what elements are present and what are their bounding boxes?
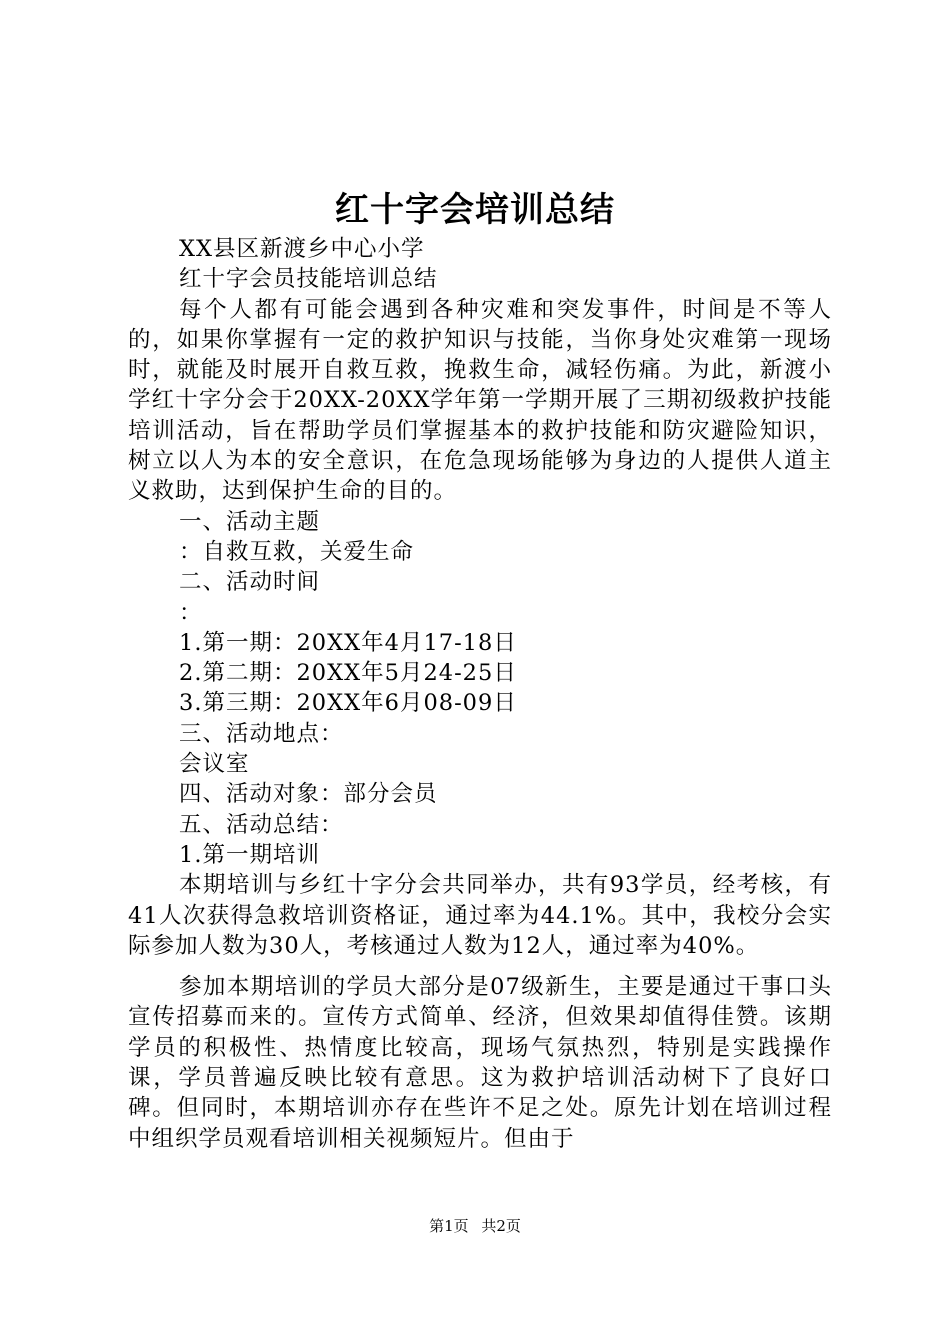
section1-content: ：自救互救，关爱生命 xyxy=(179,538,415,565)
section4-heading: 四、活动对象：部分会员 xyxy=(179,781,438,808)
section3-content: 会议室 xyxy=(179,751,250,778)
section2-colon: ： xyxy=(179,599,203,626)
section5-heading: 五、活动总结： xyxy=(179,811,344,838)
page-number: 第1页 xyxy=(429,1217,469,1235)
feedback-paragraph: 参加本期培训的学员大部分是07级新生，主要是通过干事口头宣传招募而来的。宣传方式简单、经济，但效果却值得佳赞。该期学员的积极性、热情度比较高，现场气氛热烈，特别是实践操作课，学员普遍反映比较有意思。这为救护培训活动树下了良好口碑。但同时，本期培训亦存在些许不足之处。原先计划在培训过程中组织学员观看培训相关视频短片。但由于 xyxy=(128,974,832,1152)
schedule-item: 2.第二期：20XX年5月24-25日 xyxy=(179,660,517,687)
stats-paragraph: 本期培训与乡红十字分会共同举办，共有93学员，经考核，有41人次获得急救培训资格证，通过率为44.1%。其中，我校分会实际参加人数为30人，考核通过人数为12人，通过率为40%。 xyxy=(128,872,832,959)
document-body xyxy=(128,234,832,1154)
document-subtitle: 红十字会员技能培训总结 xyxy=(179,266,438,293)
page-footer xyxy=(0,1214,950,1238)
section3-heading: 三、活动地点： xyxy=(179,720,344,747)
school-name: XX县区新渡乡中心小学 xyxy=(179,236,425,262)
subsection1-heading: 1.第一期培训 xyxy=(179,841,320,868)
section2-heading: 二、活动时间 xyxy=(179,569,321,596)
schedule-item: 3.第三期：20XX年6月08-09日 xyxy=(179,690,517,717)
schedule-item: 1.第一期：20XX年4月17-18日 xyxy=(179,629,517,656)
page-total: 共2页 xyxy=(481,1217,521,1235)
section1-heading: 一、活动主题 xyxy=(179,508,321,535)
document-title: 红十字会培训总结 xyxy=(335,190,615,230)
intro-paragraph: 每个人都有可能会遇到各种灾难和突发事件，时间是不等人的，如果你掌握有一定的救护知识与技能，当你身处灾难第一现场时，就能及时展开自救互救，挽救生命，减轻伤痛。为此，新渡小学红十字分会于20XX-20XX学年第一学期开展了三期初级救护技能培训活动，旨在帮助学员们掌握基本的救护技能和防灾避险知识，树立以人为本的安全意识，在危急现场能够为身边的人提供人道主义救助，达到保护生命的目的。 xyxy=(128,296,832,505)
